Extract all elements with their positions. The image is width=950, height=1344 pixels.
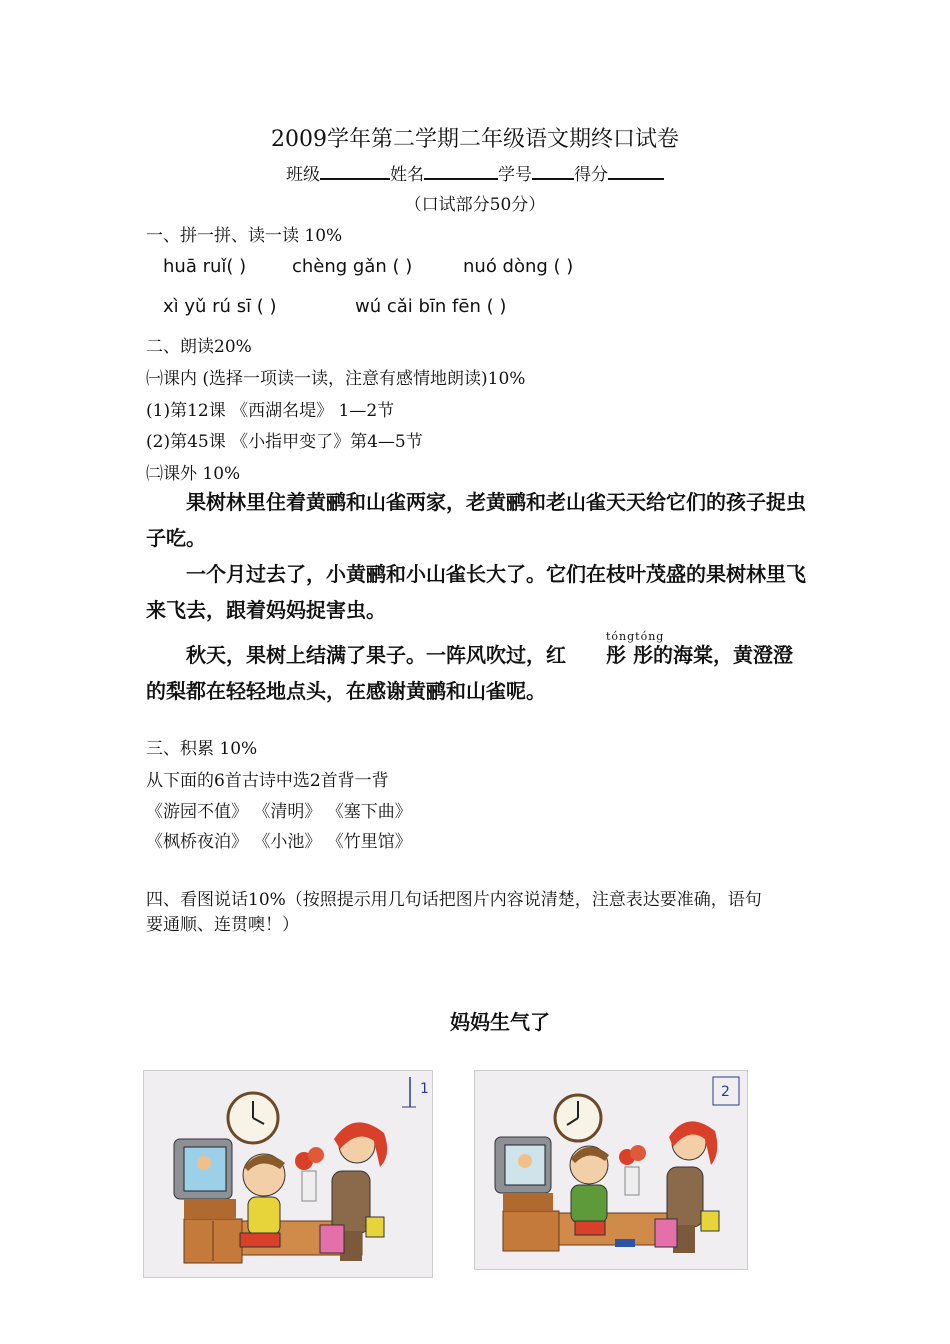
section2-part1: ㈠课内 (选择一项读一读，注意有感情地朗读)10%: [146, 369, 526, 389]
passage-paragraph-2: 一个月过去了，小黄鹂和小山雀长大了。它们在枝叶茂盛的果树林里飞来飞去，跟着妈妈捉害虫。: [146, 562, 806, 622]
section4-line-1: 四、看图说话10%（按照提示用几句话把图片内容说清楚，注意表达要准确，语句: [146, 890, 762, 910]
exam-title: 2009学年第二学期二年级语文期终口试卷: [271, 127, 679, 152]
story-title: 妈妈生气了: [450, 1010, 550, 1034]
poem-list-row-2: 《枫桥夜泊》 《小池》 《竹里馆》: [146, 832, 412, 852]
passage-paragraph-3: [146, 630, 810, 709]
class-blank[interactable]: [320, 162, 390, 180]
student-info-line: [0, 160, 950, 185]
pinyin-item-5: wú cǎi bīn fēn ( ): [355, 296, 507, 317]
section2-part2: ㈡课外 10%: [146, 464, 241, 484]
score-blank[interactable]: [608, 162, 664, 180]
passage-paragraph-1: 果树林里住着黄鹂和山雀两家，老黄鹂和老山雀天天给它们的孩子捉虫子吃。: [146, 490, 806, 550]
picture-2-illustration: [475, 1071, 747, 1269]
name-blank[interactable]: [424, 162, 498, 180]
pinyin-item-2: chèng gǎn ( ): [292, 256, 413, 277]
pinyin-item-1: huā ruǐ( ): [163, 256, 247, 277]
passage-paragraph-3-start: 秋天，果树上结满了果子。一阵风吹过，红: [186, 643, 566, 667]
picture-number-2: 2: [721, 1084, 730, 1100]
picture-number-1: 1: [420, 1081, 429, 1097]
section1-heading: 一、拼一拼、读一读 10%: [146, 226, 343, 246]
section2-option-2: (2)第45课 《小指甲变了》第4—5节: [146, 432, 423, 452]
ruby-word: [566, 630, 665, 673]
section4-line-2: 要通顺、连贯噢！）: [146, 915, 299, 935]
picture-1-illustration: [144, 1071, 432, 1277]
section2-option-1: (1)第12课 《西湖名堤》 1—2节: [146, 401, 395, 421]
pinyin-item-3: nuó dòng ( ): [463, 256, 574, 277]
pinyin-item-4: xì yǔ rú sī ( ): [163, 296, 277, 317]
picture-1: [143, 1070, 433, 1278]
name-label: 姓名: [390, 165, 424, 185]
exam-subtitle: （口试部分50分）: [404, 195, 546, 215]
poem-list-row-1: 《游园不值》 《清明》 《塞下曲》: [146, 802, 412, 822]
reading-passage: [146, 484, 810, 709]
number-blank[interactable]: [532, 162, 574, 180]
section2-heading: 二、朗读20%: [146, 337, 252, 357]
ruby-pinyin: tóngtóng: [606, 630, 665, 643]
section3-heading: 三、积累 10%: [146, 739, 258, 759]
passage-paragraph-3-end: 的海棠，黄澄澄的梨都在轻轻地点头，在感谢黄鹂和山雀呢。: [146, 643, 793, 703]
number-label: 学号: [498, 165, 532, 185]
class-label: 班级: [286, 165, 320, 185]
score-label: 得分: [574, 165, 608, 185]
ruby-base: 彤 彤: [606, 643, 653, 667]
section3-instruction: 从下面的6首古诗中选2首背一背: [146, 771, 389, 791]
picture-2: [474, 1070, 748, 1270]
